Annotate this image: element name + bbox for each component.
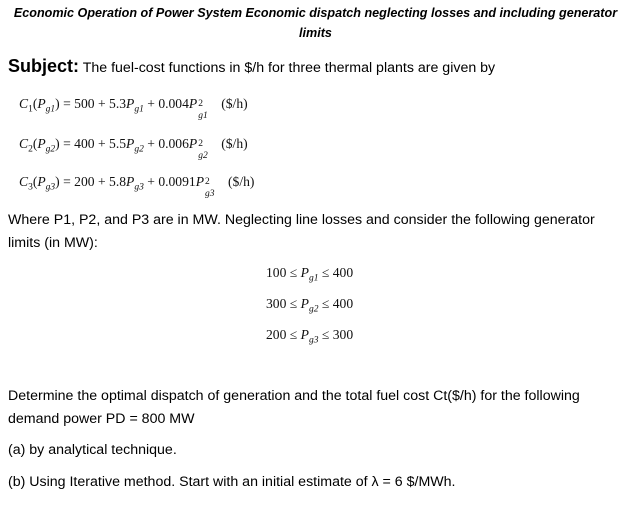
generator-limit-2: $300 \le P_{g2} \le 400$ — [266, 296, 354, 315]
page-title: Economic Operation of Power System Economic dispatch neglecting losses and including generator limits — [13, 6, 618, 40]
part-a: (a) by analytical technique. — [8, 442, 177, 458]
cost-equation-1: $C_1(P_{g1}) = 500 + 5.3P_{g1} + 0.004P$ 2 g1 ($/h) — [19, 96, 248, 121]
subject-label: Subject: — [8, 56, 80, 76]
cost-equation-3: $C_3(P_{g3}) = 200 + 5.8P_{g3} + 0.0091P$ 2 g3 ($/h) — [19, 174, 255, 199]
cost-equation-2: $C_2(P_{g2}) = 400 + 5.5P_{g2} + 0.006P$ 2 g2 ($/h) — [19, 136, 248, 161]
where-paragraph: Where P1, P2, and P3 are in MW. Neglecting line losses and consider the following generator limits (in MW): — [8, 212, 595, 251]
determine-paragraph: Determine the optimal dispatch of generation and the total fuel cost Ct($/h) for the following demand power PD = 800 MW — [8, 388, 580, 427]
generator-limit-1: $100 \le P_{g1} \le 400$ — [266, 265, 354, 284]
subject-line — [8, 55, 495, 79]
part-b: (b) Using Iterative method. Start with an initial estimate of λ = 6 $/MWh. — [8, 474, 456, 490]
generator-limit-3: $200 \le P_{g3} \le 300$ — [266, 327, 354, 346]
subject-text: The fuel-cost functions in $/h for three thermal plants are given by — [82, 60, 496, 76]
